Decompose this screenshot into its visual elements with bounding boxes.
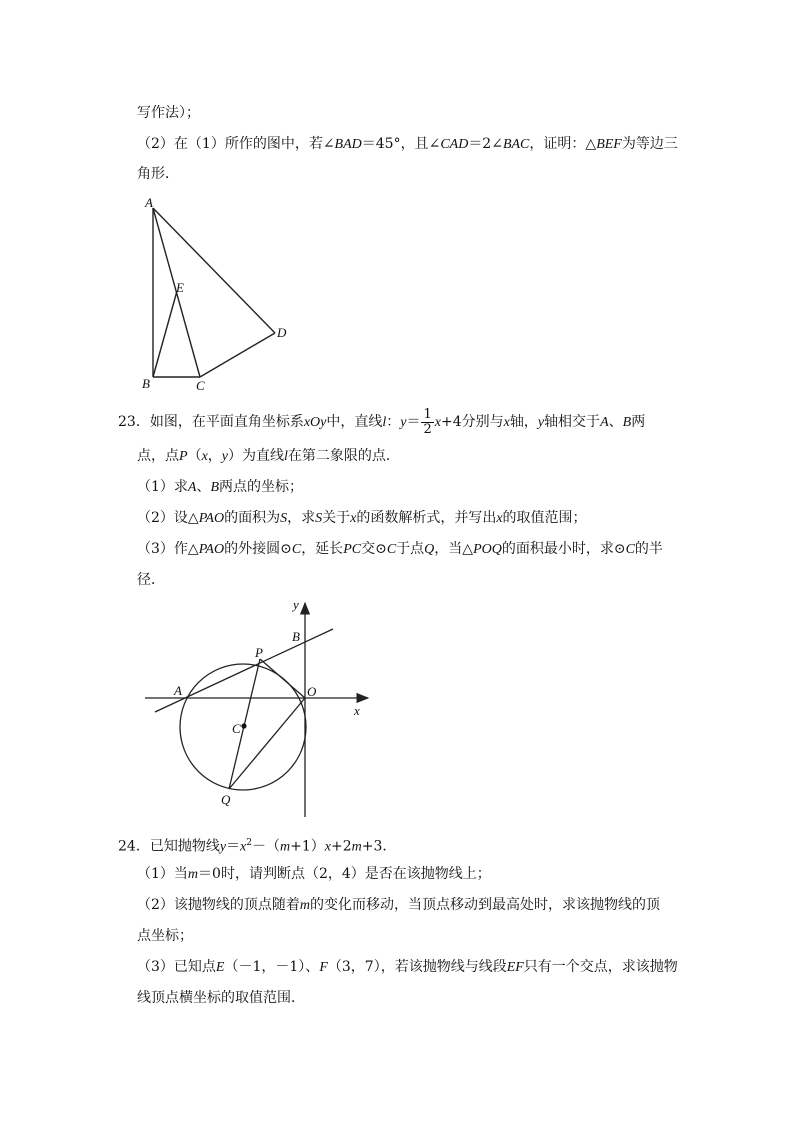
p24-q2: （2）该抛物线的顶点随着m的变化而移动，当顶点移动到最高处时，求该抛物线的顶 <box>137 897 661 913</box>
label-y: y <box>293 597 299 612</box>
p22-part2: （2）在（1）所作的图中，若∠BAD＝45°，且∠CAD＝2∠BAC，证明：△BEF为等边三 <box>137 136 678 152</box>
segment-PO <box>260 659 305 698</box>
label-P: P <box>255 645 263 660</box>
label-O: O <box>307 684 317 699</box>
p23-q3-line2: 径． <box>137 572 165 588</box>
p24-q1: （1）当m＝0时，请判断点（2，4）是否在该抛物线上； <box>137 866 491 882</box>
center-point-C <box>241 723 246 728</box>
p23-stem-line1: 23．如图，在平面直角坐标系xOy中，直线l：y＝ $\frac{1}{2}$ x+4分别与x轴，y轴相交于A、B两 <box>118 406 646 437</box>
p24-stem: 24．已知抛物线$y=x^2-(m+1)x+2m+3$． <box>118 838 397 855</box>
p23-q1: （1）求A、B两点的坐标； <box>137 479 304 495</box>
label-A: A <box>174 683 182 698</box>
p23-q3: （3）作△PAO的外接圆⊙C，延长PC交⊙C于点Q，当△POQ的面积最小时，求⊙C的半 <box>137 541 663 557</box>
p23-figure <box>140 595 380 820</box>
label-B: B <box>142 376 150 391</box>
p22-line1: 写作法）； <box>137 105 200 121</box>
label-C: C <box>232 721 241 736</box>
p22-part2-line2: 角形． <box>137 166 179 182</box>
segment-BE <box>153 291 177 377</box>
label-C: C <box>196 378 205 393</box>
label-A: A <box>145 195 153 210</box>
label-Q: Q <box>221 792 231 807</box>
segment-DC <box>200 333 275 377</box>
p24-q2-line2: 点坐标； <box>137 928 193 944</box>
segment-AD <box>153 208 275 333</box>
label-D: D <box>277 325 287 340</box>
label-x: x <box>354 703 360 718</box>
label-B: B <box>292 629 300 644</box>
p24-q3: （3）已知点E（－1，－1）、F（3，7），若该抛物线与线段EF只有一个交点，求该抛物 <box>137 959 678 975</box>
p23-stem-line2: 点，点P（x，y）为直线l在第二象限的点． <box>137 448 400 464</box>
p22-figure <box>138 193 298 393</box>
label-E: E <box>176 280 184 295</box>
line-l <box>155 629 333 712</box>
p24-q3-line2: 线顶点横坐标的取值范围． <box>137 990 305 1006</box>
p23-q2: （2）设△PAO的面积为S，求S关于x的函数解析式，并写出x的取值范围； <box>137 510 587 526</box>
fraction-one-half: $\frac{1}{2}$ <box>423 406 432 437</box>
